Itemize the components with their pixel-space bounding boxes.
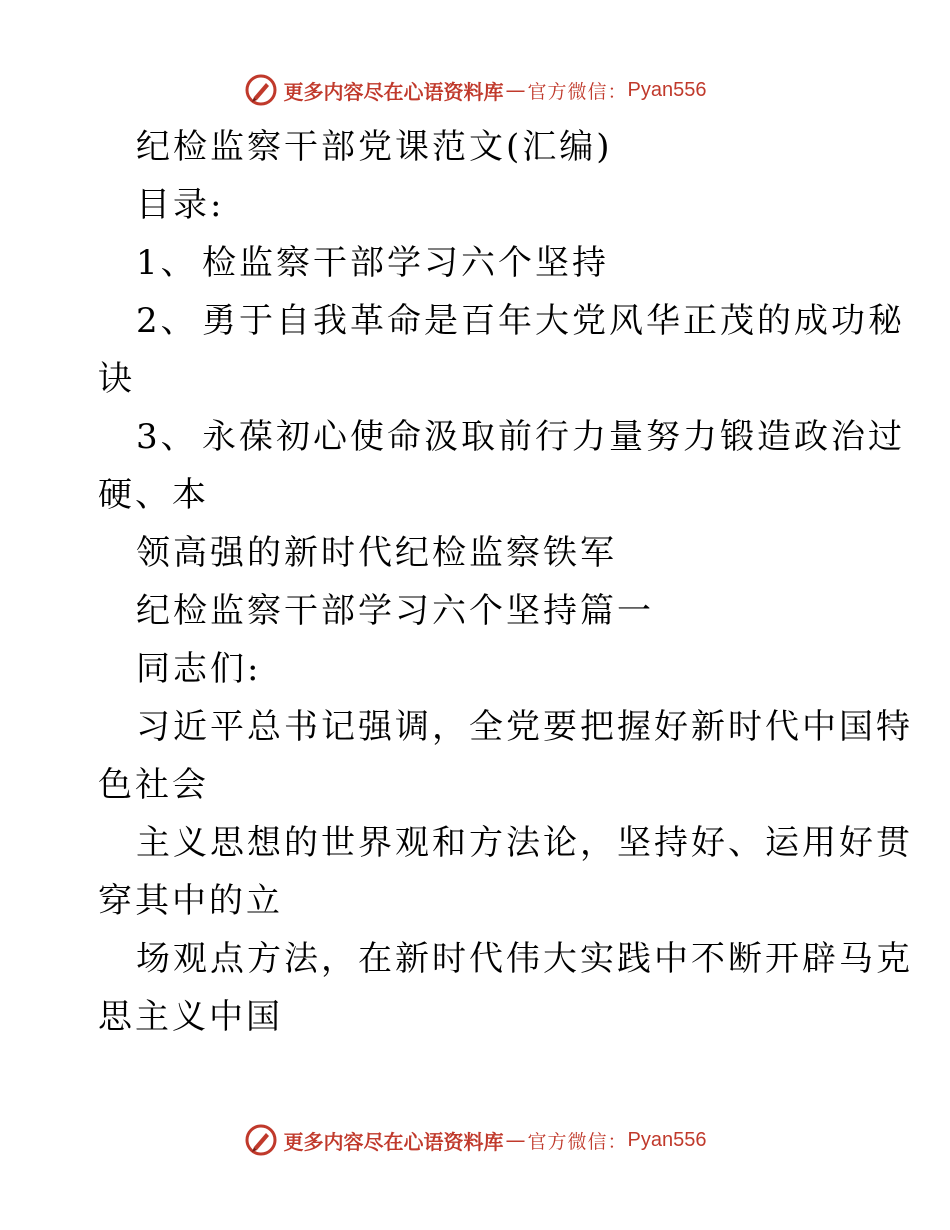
toc-label: 目录:: [136, 185, 225, 225]
toc-item-text: 永葆初心使命汲取前行力量努力锻造政治过: [202, 417, 905, 457]
body-line: 习近平总书记强调，全党要把握好新时代中国特: [136, 707, 913, 747]
body-line: 主义思想的世界观和方法论，坚持好、运用好贯: [136, 823, 913, 863]
header-banner: [0, 70, 950, 110]
toc-item: [98, 292, 905, 350]
banner-brand-text: 更多内容尽在心语资料库: [283, 79, 504, 104]
document-body: [98, 118, 913, 1046]
pen-logo-icon: [244, 73, 278, 107]
banner-dash: —: [505, 1128, 526, 1152]
banner-dash: —: [505, 78, 526, 102]
section-heading: 纪检监察干部学习六个坚持篇一: [136, 591, 654, 631]
toc-item: [98, 234, 858, 292]
toc-item-number: 1、: [136, 243, 198, 283]
toc-item-continuation: 诀: [98, 359, 135, 399]
toc-item-continuation: 领高强的新时代纪检监察铁军: [136, 533, 617, 573]
banner-wechat-id: Pyan556: [627, 1128, 707, 1151]
body-line: 思主义中国: [98, 997, 283, 1037]
toc-item: [98, 408, 905, 466]
body-line: 场观点方法，在新时代伟大实践中不断开辟马克: [136, 939, 913, 979]
pen-logo-icon: [244, 1123, 278, 1157]
toc-item-text: 检监察干部学习六个坚持: [202, 243, 609, 283]
document-title: 纪检监察干部党课范文(汇编): [136, 127, 613, 167]
toc-item-number: 3、: [136, 417, 198, 457]
salutation: 同志们:: [136, 649, 262, 689]
body-line: 穿其中的立: [98, 881, 283, 921]
toc-item-text: 勇于自我革命是百年大党风华正茂的成功秘: [202, 301, 905, 341]
footer-banner: [0, 1120, 950, 1160]
body-line: 色社会: [98, 765, 209, 805]
toc-item-number: 2、: [136, 301, 198, 341]
banner-brand-text: 更多内容尽在心语资料库: [283, 1129, 504, 1154]
toc-item-continuation: 硬、本: [98, 475, 209, 515]
banner-wechat-label: 官方微信：: [527, 80, 628, 103]
banner-wechat-label: 官方微信：: [527, 1130, 628, 1153]
banner-wechat-id: Pyan556: [627, 78, 707, 101]
